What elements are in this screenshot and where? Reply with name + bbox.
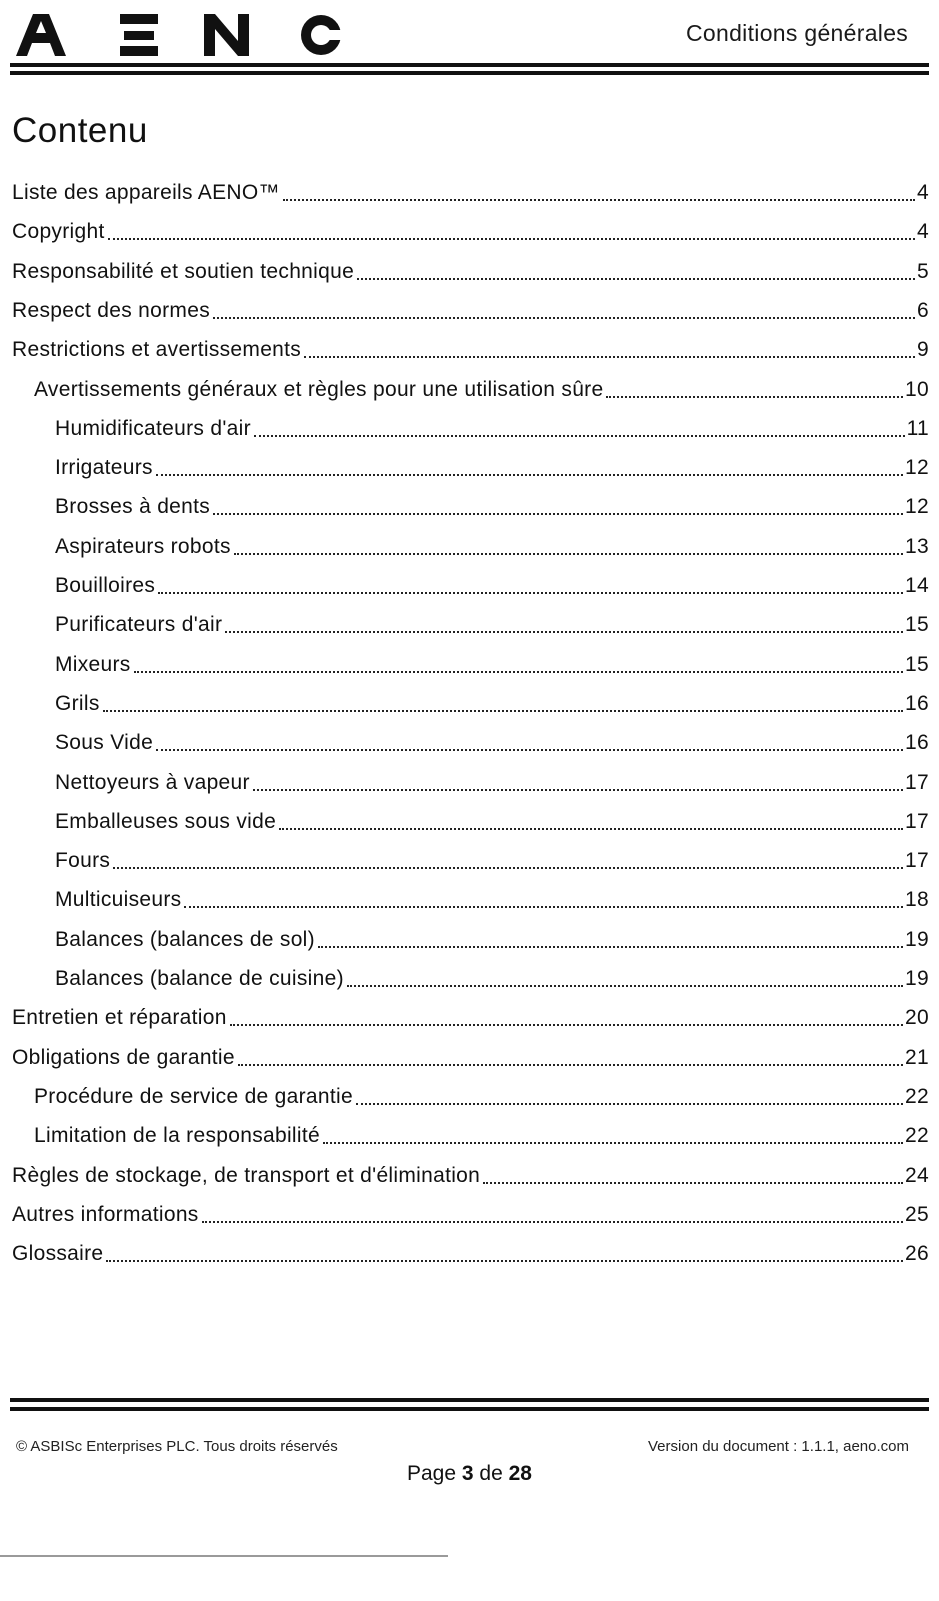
toc-entry-page-number: 17 <box>905 849 929 872</box>
toc-dot-leader <box>238 1064 903 1066</box>
document-version: Version du document : 1.1.1, aeno.com <box>648 1438 909 1455</box>
toc-entry[interactable] <box>34 373 929 403</box>
page-header <box>0 0 939 80</box>
toc-dot-leader <box>225 631 903 633</box>
toc-entry-page-number: 12 <box>905 456 929 479</box>
toc-dot-leader <box>318 946 903 948</box>
toc-dot-leader <box>234 553 903 555</box>
toc-entry[interactable] <box>55 844 929 874</box>
toc-dot-leader <box>279 828 903 830</box>
toc-entry-label: Autres informations <box>12 1203 199 1226</box>
toc-entry-label: Purificateurs d'air <box>55 613 223 636</box>
toc-entry-page-number: 13 <box>905 535 929 558</box>
toc-entry-label: Nettoyeurs à vapeur <box>55 771 250 794</box>
toc-dot-leader <box>184 906 903 908</box>
copyright-notice: © ASBISc Enterprises PLC. Tous droits réservés <box>16 1438 338 1455</box>
toc-entry[interactable] <box>55 412 929 442</box>
toc-entry[interactable] <box>12 1001 929 1031</box>
toc-entry[interactable] <box>55 490 929 520</box>
toc-entry[interactable] <box>55 569 929 599</box>
toc-entry-label: Règles de stockage, de transport et d'élimination <box>12 1164 481 1187</box>
toc-entry-page-number: 15 <box>905 653 929 676</box>
aeno-logo <box>16 10 346 58</box>
toc-dot-leader <box>106 1260 903 1262</box>
toc-entry-page-number: 22 <box>905 1124 929 1147</box>
of-word: de <box>479 1462 503 1485</box>
toc-dot-leader <box>356 1103 903 1105</box>
toc-entry[interactable] <box>12 215 929 245</box>
toc-dot-leader <box>156 749 903 751</box>
toc-entry-page-number: 20 <box>905 1006 929 1029</box>
toc-entry-label: Entretien et réparation <box>12 1006 227 1029</box>
toc-entry[interactable] <box>55 923 929 953</box>
toc-entry[interactable] <box>55 648 929 678</box>
toc-entry-label: Fours <box>55 849 111 872</box>
toc-dot-leader <box>108 238 915 240</box>
toc-dot-leader <box>304 356 915 358</box>
toc-entry-label: Bouilloires <box>55 574 156 597</box>
page-title: Contenu <box>12 111 148 150</box>
page-word: Page <box>407 1462 457 1485</box>
toc-dot-leader <box>158 592 903 594</box>
toc-entry[interactable] <box>12 333 929 363</box>
toc-entry-page-number: 4 <box>917 220 929 243</box>
toc-entry[interactable] <box>55 883 929 913</box>
toc-entry[interactable] <box>34 1080 929 1110</box>
toc-entry-label: Humidificateurs d'air <box>55 417 251 440</box>
footer-rule-bottom <box>10 1407 929 1411</box>
toc-entry-label: Liste des appareils AENO™ <box>12 181 280 204</box>
toc-entry-page-number: 16 <box>905 731 929 754</box>
toc-entry-label: Avertissements généraux et règles pour une utilisation sûre <box>34 378 604 401</box>
toc-entry-label: Obligations de garantie <box>12 1046 235 1069</box>
toc-entry[interactable] <box>34 1119 929 1149</box>
toc-entry-page-number: 9 <box>917 338 929 361</box>
toc-entry-label: Grils <box>55 692 100 715</box>
toc-entry-page-number: 4 <box>917 181 929 204</box>
toc-entry-label: Brosses à dents <box>55 495 211 518</box>
toc-dot-leader <box>283 199 915 201</box>
toc-entry-label: Balances (balance de cuisine) <box>55 967 344 990</box>
toc-entry[interactable] <box>55 766 929 796</box>
toc-entry-page-number: 22 <box>905 1085 929 1108</box>
toc-entry-page-number: 5 <box>917 260 929 283</box>
toc-entry[interactable] <box>55 687 929 717</box>
toc-entry-page-number: 16 <box>905 692 929 715</box>
toc-entry-label: Limitation de la responsabilité <box>34 1124 320 1147</box>
toc-entry[interactable] <box>12 1159 929 1189</box>
toc-entry-label: Mixeurs <box>55 653 131 676</box>
toc-entry-label: Aspirateurs robots <box>55 535 231 558</box>
bottom-divider <box>0 1555 448 1557</box>
toc-entry-page-number: 19 <box>905 928 929 951</box>
toc-entry-label: Glossaire <box>12 1242 104 1265</box>
toc-entry-label: Respect des normes <box>12 299 210 322</box>
toc-entry[interactable] <box>12 1041 929 1071</box>
toc-entry[interactable] <box>12 176 929 206</box>
toc-entry-page-number: 10 <box>905 378 929 401</box>
toc-entry[interactable] <box>12 294 929 324</box>
toc-entry-label: Multicuiseurs <box>55 888 182 911</box>
toc-entry-label: Responsabilité et soutien technique <box>12 260 355 283</box>
toc-entry-page-number: 11 <box>906 417 929 440</box>
toc-entry[interactable] <box>55 962 929 992</box>
toc-entry-label: Copyright <box>12 220 105 243</box>
toc-dot-leader <box>202 1221 903 1223</box>
toc-entry-page-number: 17 <box>905 810 929 833</box>
toc-entry[interactable] <box>12 1237 929 1267</box>
toc-entry[interactable] <box>12 255 929 285</box>
toc-entry-page-number: 24 <box>905 1164 929 1187</box>
toc-entry-page-number: 12 <box>905 495 929 518</box>
footer-rule-top <box>10 1398 929 1402</box>
toc-entry-label: Balances (balances de sol) <box>55 928 315 951</box>
toc-entry[interactable] <box>12 1198 929 1228</box>
current-page-number: 3 <box>461 1462 474 1485</box>
toc-entry-page-number: 21 <box>905 1046 929 1069</box>
toc-dot-leader <box>606 396 903 398</box>
toc-dot-leader <box>357 278 915 280</box>
toc-entry-label: Restrictions et avertissements <box>12 338 302 361</box>
toc-dot-leader <box>347 985 903 987</box>
toc-entry-page-number: 15 <box>905 613 929 636</box>
toc-entry-label: Sous Vide <box>55 731 154 754</box>
toc-entry-label: Procédure de service de garantie <box>34 1085 353 1108</box>
toc-entry-label: Irrigateurs <box>55 456 153 479</box>
header-rule-top <box>10 63 929 67</box>
toc-dot-leader <box>253 789 903 791</box>
toc-dot-leader <box>156 474 903 476</box>
toc-entry[interactable] <box>55 805 929 835</box>
toc-dot-leader <box>323 1142 903 1144</box>
toc-dot-leader <box>213 513 903 515</box>
toc-entry[interactable] <box>55 451 929 481</box>
toc-entry-page-number: 19 <box>905 967 929 990</box>
toc-dot-leader <box>230 1024 903 1026</box>
toc-dot-leader <box>103 710 903 712</box>
toc-dot-leader <box>213 317 915 319</box>
toc-entry-label: Emballeuses sous vide <box>55 810 277 833</box>
toc-dot-leader <box>254 435 905 437</box>
toc-entry-page-number: 17 <box>905 771 929 794</box>
total-pages-number: 28 <box>508 1462 532 1485</box>
toc-entry-page-number: 6 <box>917 299 929 322</box>
toc-entry[interactable] <box>55 608 929 638</box>
toc-dot-leader <box>483 1182 903 1184</box>
page-counter <box>0 1462 939 1486</box>
toc-dot-leader <box>113 867 903 869</box>
toc-entry[interactable] <box>55 530 929 560</box>
toc-entry-page-number: 18 <box>905 888 929 911</box>
toc-entry-page-number: 26 <box>905 1242 929 1265</box>
document-title: Conditions générales <box>686 20 909 46</box>
toc-dot-leader <box>134 671 903 673</box>
header-rule-bottom <box>10 71 929 75</box>
toc-entry-page-number: 25 <box>905 1203 929 1226</box>
toc-entry-page-number: 14 <box>905 574 929 597</box>
toc-entry[interactable] <box>55 726 929 756</box>
